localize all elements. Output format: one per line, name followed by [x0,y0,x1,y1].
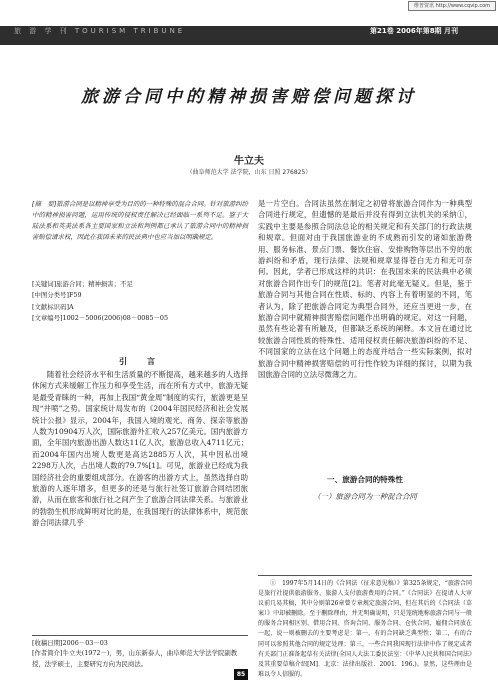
right-column-body [258,198,472,381]
body-paragraph: 是一片空白。合同法虽然在制定之初曾将旅游合同作为一种典型合同进行规定，但遗憾的是最后并没有得到立法机关的采纳①，实践中主要是参照合同法总论的相关规定和有关部门的行政法规和规章。但面对由于我国旅游业的不成熟而引发的诸如旅游费用、服务标准、景点门票、餐饮住宿、安排购物等层出不穷的旅游纠纷和矛盾，现行法律、法规和规章显得苍白无力和无可奈何。因此，学者已形成这样的共识：在我国未来的民法典中必须对旅游合同作出专门的规范[2]。笔者对此毫无疑义。但是，鉴于旅游合同与其他合同在性质、标的、内容上有着明显的不同，笔者认为，除了把旅游合同定为典型合同外，还应当更进一步，在旅游合同中就精神损害赔偿问题作出明确的规定。对这一问题，虽然有些论著有所触及，但都缺乏系统的阐释。本文旨在通过比较旅游合同性质的特殊性、适用侵权责任解决旅游纠纷的不足、不同国家的立法在这个问题上的态度并结合一些实际案例，拟对旅游合同中精神损害赔偿的可行性作较为详细的探讨，以期为我国旅游合同的立法尽微薄之力。 [258,199,472,380]
journal-banner [0,26,498,45]
subsection-text: （一）旅游合同为一种混合合同 [313,492,417,501]
article-number: [文章编号]1002－5006(2006)08－0085－05 [32,313,169,322]
article-title: 旅游合同中的精神损害赔偿问题探讨 [81,87,417,107]
source-stamp: 维普资讯 http://www.cqvip.com [408,1,496,11]
clc-number: [中图分类号]F59 [32,291,82,300]
section-heading: 一、旅游合同的特殊性 [327,475,403,484]
keyword-block [32,279,248,324]
author-affiliation: （曲阜师范大学 法学院，山东 日照 276825） [186,169,312,176]
intro-body [32,369,248,529]
footer-divider [32,635,248,636]
footnote-text: ① 1997年5月14日的《合同法（征求意见稿）》第325条规定，“旅游合同是旅行社提供旅游服务，旅游人支付旅游费用的合同。”《合同法》在提请人大审议前几易其稿，其中分则第26章曾专章规定旅游合同，但在其后的《合同法（草案）》中却被删除。至于删除理由，并无明确说明，只是笼统地称旅游合同与一般的服务合同相区别、借用合同、咨询合同、服务合同、仓伙合同、雇佣合同放在一起，说一则被删去的主要考虑是：第一，有的合同缺乏典型性；第二，有的合同可以参照其他合同的规定处理；第三，一些合同我国现行法律中作了规定或者有关部门正准备起草有关法律(全国人大法工委民法室：《中华人民共和国合同法》及其重要草稿介绍[M]．北京：法律出版社．2001．196.)。显然，这些理由是难以令人信服的。 [258,580,472,678]
intro-paragraph: 随着社会经济水平和生活质量的不断提高，越来越多的人选择休闲方式来缓解工作压力和享受生活，而在所有方式中，旅游无疑是最受青睐的一种，再加上我国“黄金周”制度的实行，旅游更是呈现“井喷”之势。国家统计局发布的《2004年国民经济和社会发展统计公报》显示，2004年，我国入境的观光、商务、探亲等旅游人数为10904万人次，国际旅游外汇收入257亿美元。国内旅游方面，全年国内旅游出游人数达11亿人次，旅游总收入4711亿元；而2004年国内出境人数更是高达2885万人次，其中因私出境2298万人次，占出境人数的79.7%[1]。可见，旅游业已经成为我国经济社会的重要组成部分。在游客的出游方式上，虽然选择自助旅游的人逐年增多，但更多的还是与旅行社签订旅游合同结团旅游，从而在旅客和旅行社之间产生了旅游合同法律关系。与旅游业的勃勃生机形成鲜明对比的是，在我国现行的法律体系中，规范旅游合同法律几乎 [32,370,248,528]
subsection-heading [258,491,472,502]
footnote [258,579,472,680]
abstract [32,199,248,243]
document-code: [文献标识码]A [32,302,74,311]
footnote-divider [258,575,472,576]
keywords: [关键词]旅游合同；精神损害；不足 [32,280,133,288]
journal-name: 旅 游 学 刊 TOURISM TRIBUNE [14,27,186,35]
received-date: [收稿日期]2006－03－03 [32,639,108,647]
article-footer [32,638,248,669]
intro-heading: 引 言 [119,356,161,366]
page-number: 85 [234,669,248,680]
issue-info: 第21卷 2006年第8期 月刊 [370,27,458,35]
abstract-text: [摘 要]旅游合同是以精神享受为目的的一种特殊的混合合同。针对旅游纠纷中的精神损害问题，运用传统的侵权责任解决已经面临一系列不足。鉴于大陆法系和英美法系各主要国家和立法和判例都已承认了旅游合同中的精神损害赔偿请求权，因此在我国未来的民法典中也应当加以明确规定。 [32,200,248,241]
author-bio: [作者简介]牛立夫(1972－)，男，山东新泰人，曲阜师范大学法学院副教授，法学硕士，主要研究方向为民商法。 [32,649,238,668]
author-name: 牛立夫 [234,156,264,167]
